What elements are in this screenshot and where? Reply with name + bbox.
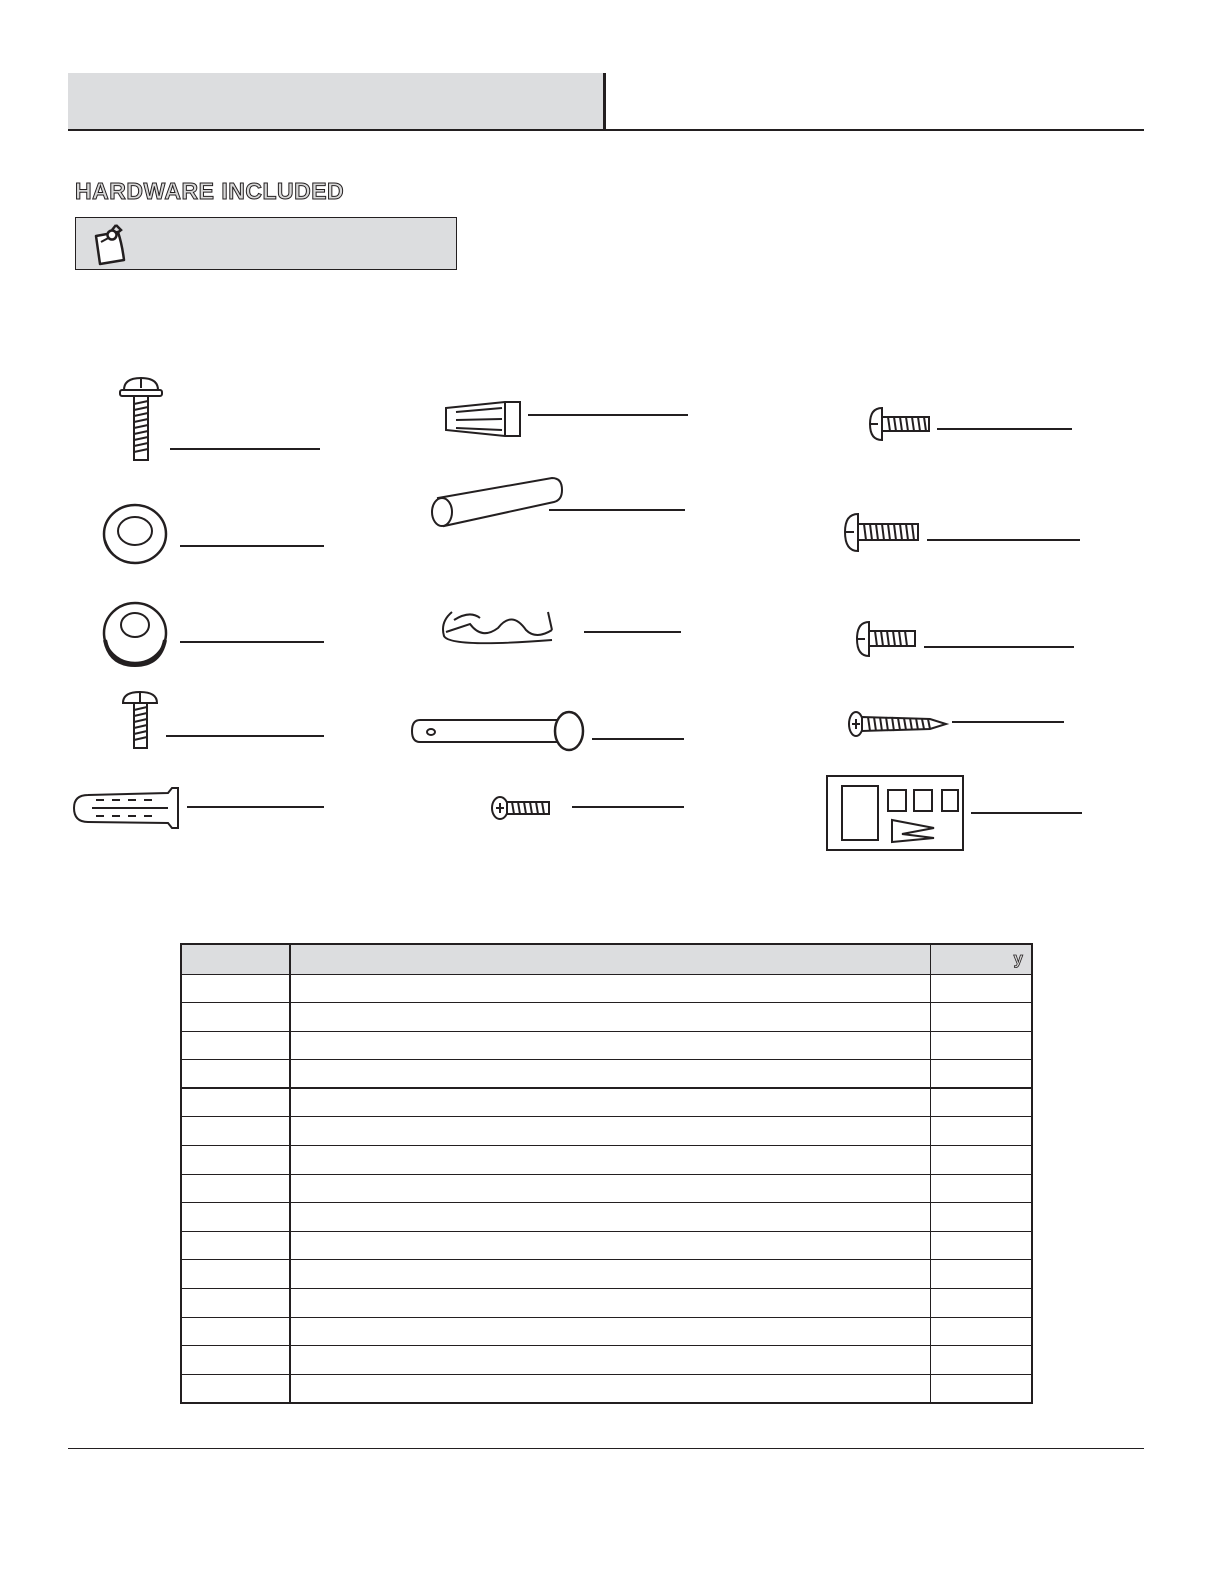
description-cell: [290, 1174, 930, 1203]
table-row: [181, 1231, 1032, 1260]
description-cell: [290, 1117, 930, 1146]
table-row: [181, 1117, 1032, 1146]
balancing-kit-icon: [827, 776, 963, 850]
part-cell: [181, 1031, 290, 1060]
machine-screw-with-washer-icon: [120, 378, 162, 460]
description-cell: [290, 1346, 930, 1375]
column-header-part: [181, 944, 290, 974]
quantity-cell: [930, 1231, 1032, 1260]
column-header-quantity: y: [930, 944, 1032, 974]
quantity-cell: [930, 1003, 1032, 1032]
table-row: [181, 1003, 1032, 1032]
quantity-cell: [930, 1088, 1032, 1117]
part-cell: [181, 974, 290, 1003]
quantity-cell: [930, 1346, 1032, 1375]
table-header-row: [181, 944, 1032, 974]
long-screw-icon: [845, 514, 918, 551]
quantity-cell: [930, 1203, 1032, 1232]
medium-screw-icon: [857, 622, 915, 656]
part-cell: [181, 1231, 290, 1260]
table-row: [181, 1346, 1032, 1375]
rod-pin-icon: [432, 478, 562, 526]
plastic-anchor-icon: [74, 788, 178, 828]
description-cell: [290, 1203, 930, 1232]
part-cell: [181, 1203, 290, 1232]
description-cell: [290, 1260, 930, 1289]
table-row: [181, 1031, 1032, 1060]
part-cell: [181, 1174, 290, 1203]
part-cell: [181, 1003, 290, 1032]
quantity-cell: [930, 1146, 1032, 1175]
wire-connector-icon: [446, 402, 520, 436]
clevis-pin-icon: [412, 712, 583, 750]
wood-screw-icon: [849, 712, 946, 736]
description-cell: [290, 1060, 930, 1089]
table-row: [181, 1317, 1032, 1346]
part-cell: [181, 1317, 290, 1346]
rubber-washer-icon: [104, 603, 166, 665]
part-cell: [181, 1146, 290, 1175]
table-row: [181, 1088, 1032, 1117]
part-cell: [181, 1374, 290, 1403]
quantity-cell: [930, 1317, 1032, 1346]
part-cell: [181, 1260, 290, 1289]
description-cell: [290, 1003, 930, 1032]
table-row: [181, 974, 1032, 1003]
table-row: [181, 1260, 1032, 1289]
part-cell: [181, 1060, 290, 1089]
quantity-cell: [930, 1174, 1032, 1203]
short-screw-icon: [870, 408, 929, 440]
small-machine-screw-icon: [123, 692, 157, 748]
table-row: [181, 1203, 1032, 1232]
column-header-description: [290, 944, 930, 974]
footer-rule: [68, 1448, 1144, 1449]
quantity-cell: [930, 1031, 1032, 1060]
flat-washer-icon: [104, 505, 166, 563]
table-row: [181, 1289, 1032, 1318]
section-title: HARDWARE INCLUDED: [75, 178, 345, 204]
quantity-cell: [930, 1117, 1032, 1146]
description-cell: [290, 1146, 930, 1175]
quantity-cell: [930, 1060, 1032, 1089]
part-cell: [181, 1117, 290, 1146]
table-row: [181, 1174, 1032, 1203]
part-cell: [181, 1346, 290, 1375]
description-cell: [290, 1088, 930, 1117]
description-cell: [290, 1374, 930, 1403]
quantity-cell: [930, 974, 1032, 1003]
quantity-cell: [930, 1289, 1032, 1318]
description-cell: [290, 1031, 930, 1060]
description-cell: [290, 974, 930, 1003]
table-row: [181, 1060, 1032, 1089]
part-cell: [181, 1289, 290, 1318]
quantity-cell: [930, 1374, 1032, 1403]
table-row: [181, 1374, 1032, 1403]
description-cell: [290, 1317, 930, 1346]
table-row: [181, 1146, 1032, 1175]
hardware-table: [180, 943, 1033, 1404]
part-cell: [181, 1088, 290, 1117]
hairpin-clip-icon: [443, 612, 552, 643]
phillips-screw-icon: [492, 797, 549, 819]
description-cell: [290, 1231, 930, 1260]
description-cell: [290, 1289, 930, 1318]
quantity-cell: [930, 1260, 1032, 1289]
